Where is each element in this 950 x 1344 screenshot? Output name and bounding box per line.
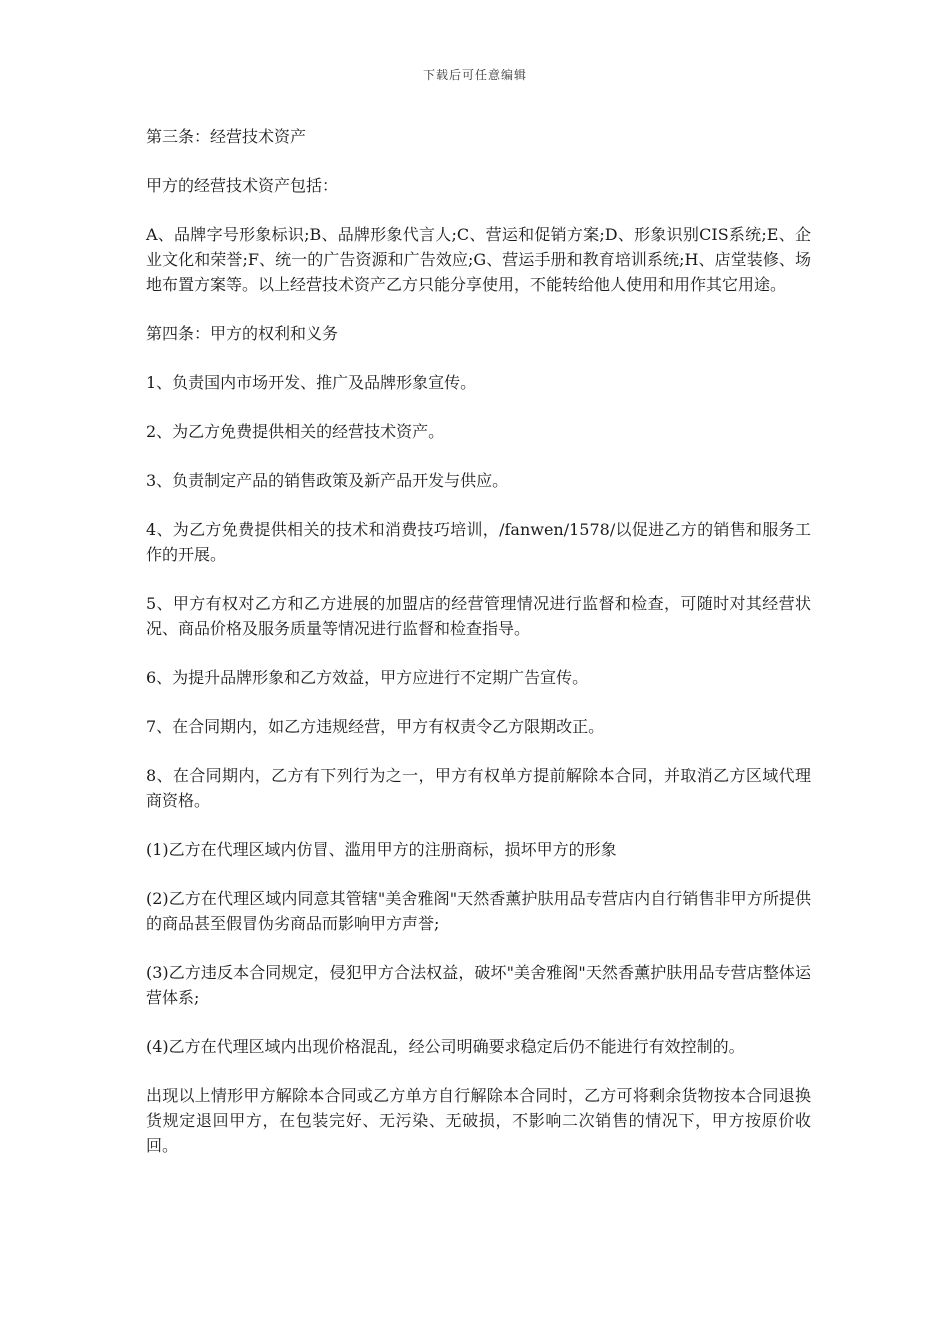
paragraph-termination-return: 出现以上情形甲方解除本合同或乙方单方自行解除本合同时，乙方可将剩余货物按本合同退换货规定退回甲方，在包装完好、无污染、无破损，不影响二次销售的情况下，甲方按原价收回。 bbox=[146, 1086, 811, 1155]
clause-6: 6、为提升品牌形象和乙方效益，甲方应进行不定期广告宣传。 bbox=[146, 668, 589, 687]
paragraph-assets-list: A、品牌字号形象标识;B、品牌形象代言人;C、营运和促销方案;D、形象识别CIS系统;E、企业文化和荣誉;F、统一的广告资源和广告效应;G、营运手册和教育培训系统;H、店堂装修、场地布置方案等。以上经营技术资产乙方只能分享使用，不能转给他人使用和用作其它用途。 bbox=[146, 225, 811, 294]
sub-clause-2: (2)乙方在代理区域内同意其管辖"美舍雅阁"天然香薰护肤用品专营店内自行销售非甲方所提供的商品甚至假冒伪劣商品而影响甲方声誉; bbox=[146, 889, 811, 933]
sub-clause-3: (3)乙方违反本合同规定，侵犯甲方合法权益，破坏"美舍雅阁"天然香薰护肤用品专营店整体运营体系; bbox=[146, 963, 811, 1007]
clause-3: 3、负责制定产品的销售政策及新产品开发与供应。 bbox=[146, 471, 509, 490]
paragraph-assets-intro: 甲方的经营技术资产包括： bbox=[146, 176, 339, 195]
document-body bbox=[146, 124, 811, 1182]
section-heading-article-4: 第四条：甲方的权利和义务 bbox=[146, 324, 339, 343]
clause-8: 8、在合同期内，乙方有下列行为之一，甲方有权单方提前解除本合同，并取消乙方区域代理商资格。 bbox=[146, 766, 811, 810]
clause-4: 4、为乙方免费提供相关的技术和消费技巧培训，/fanwen/1578/以促进乙方的销售和服务工作的开展。 bbox=[146, 520, 811, 564]
sub-clause-1: (1)乙方在代理区域内仿冒、滥用甲方的注册商标，损坏甲方的形象 bbox=[146, 840, 617, 859]
clause-2: 2、为乙方免费提供相关的经营技术资产。 bbox=[146, 422, 445, 441]
clause-1: 1、负责国内市场开发、推广及品牌形象宣传。 bbox=[146, 373, 477, 392]
clause-5: 5、甲方有权对乙方和乙方进展的加盟店的经营管理情况进行监督和检查，可随时对其经营状况、商品价格及服务质量等情况进行监督和检查指导。 bbox=[146, 594, 811, 638]
page-header-note: 下载后可任意编辑 bbox=[422, 68, 527, 82]
sub-clause-4: (4)乙方在代理区域内出现价格混乱，经公司明确要求稳定后仍不能进行有效控制的。 bbox=[146, 1037, 745, 1056]
section-heading-article-3: 第三条：经营技术资产 bbox=[146, 127, 307, 146]
clause-7: 7、在合同期内，如乙方违规经营，甲方有权责令乙方限期改正。 bbox=[146, 717, 605, 736]
